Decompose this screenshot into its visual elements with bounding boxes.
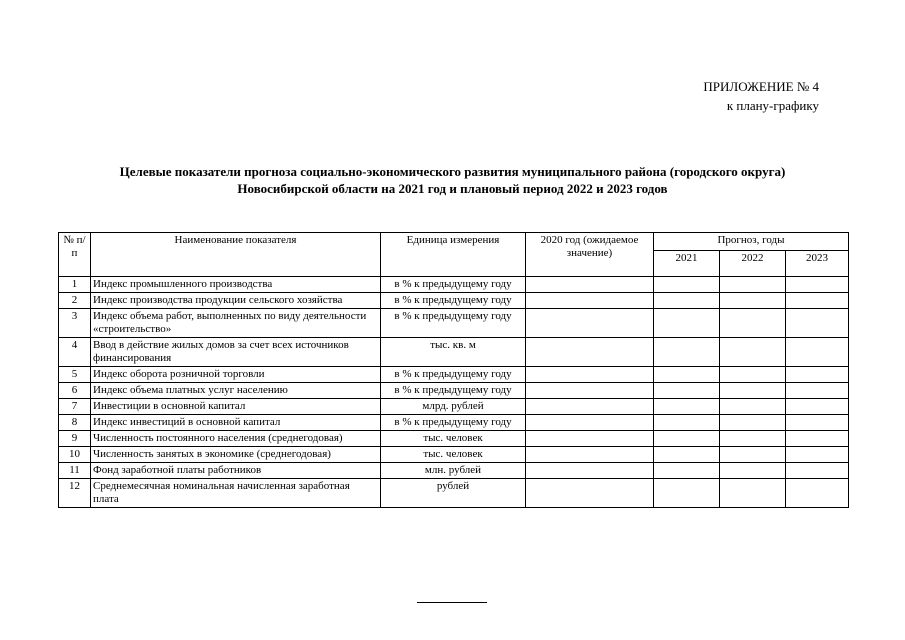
cell-2023 (786, 293, 849, 309)
row-unit: в % к предыдущему году (381, 309, 526, 338)
cell-2020 (526, 338, 654, 367)
row-name: Численность постоянного населения (среднегодовая) (91, 431, 381, 447)
row-num: 3 (59, 309, 91, 338)
cell-2022 (720, 293, 786, 309)
row-num: 7 (59, 399, 91, 415)
header-2021: 2021 (654, 251, 720, 277)
row-num: 9 (59, 431, 91, 447)
row-unit: млрд. рублей (381, 399, 526, 415)
table-row (59, 415, 849, 431)
cell-2021 (654, 367, 720, 383)
table-row (59, 383, 849, 399)
header-2023: 2023 (786, 251, 849, 277)
cell-2022 (720, 415, 786, 431)
row-name: Индекс оборота розничной торговли (91, 367, 381, 383)
cell-2023 (786, 277, 849, 293)
title-line-1: Целевые показатели прогноза социально-экономического развития муниципального района (городского округа) (119, 164, 786, 179)
header-num: № п/п (59, 233, 91, 277)
cell-2021 (654, 415, 720, 431)
row-num: 8 (59, 415, 91, 431)
cell-2021 (654, 399, 720, 415)
cell-2020 (526, 447, 654, 463)
cell-2020 (526, 479, 654, 508)
cell-2020 (526, 431, 654, 447)
cell-2022 (720, 431, 786, 447)
cell-2020 (526, 463, 654, 479)
row-name: Индекс производства продукции сельского хозяйства (91, 293, 381, 309)
cell-2023 (786, 479, 849, 508)
cell-2023 (786, 447, 849, 463)
table-row (59, 399, 849, 415)
cell-2023 (786, 415, 849, 431)
header-unit: Единица измерения (381, 233, 526, 277)
row-unit: в % к предыдущему году (381, 415, 526, 431)
cell-2022 (720, 367, 786, 383)
row-num: 2 (59, 293, 91, 309)
row-num: 5 (59, 367, 91, 383)
cell-2022 (720, 479, 786, 508)
row-name: Индекс объема работ, выполненных по виду деятельности «строительство» (91, 309, 381, 338)
cell-2023 (786, 367, 849, 383)
row-unit: в % к предыдущему году (381, 367, 526, 383)
cell-2022 (720, 463, 786, 479)
row-num: 4 (59, 338, 91, 367)
cell-2023 (786, 383, 849, 399)
row-num: 10 (59, 447, 91, 463)
cell-2023 (786, 463, 849, 479)
table-row (59, 463, 849, 479)
table-row (59, 277, 849, 293)
cell-2020 (526, 415, 654, 431)
row-num: 6 (59, 383, 91, 399)
cell-2020 (526, 277, 654, 293)
row-unit: в % к предыдущему году (381, 293, 526, 309)
cell-2023 (786, 431, 849, 447)
row-num: 11 (59, 463, 91, 479)
row-name: Индекс инвестиций в основной капитал (91, 415, 381, 431)
cell-2021 (654, 309, 720, 338)
cell-2023 (786, 338, 849, 367)
row-unit: тыс. кв. м (381, 338, 526, 367)
cell-2020 (526, 367, 654, 383)
cell-2021 (654, 338, 720, 367)
header-name: Наименование показателя (91, 233, 381, 277)
cell-2020 (526, 383, 654, 399)
cell-2020 (526, 293, 654, 309)
cell-2022 (720, 309, 786, 338)
row-unit: тыс. человек (381, 431, 526, 447)
table-row (59, 479, 849, 508)
cell-2021 (654, 479, 720, 508)
footer-separator-line (417, 602, 487, 603)
table-row (59, 431, 849, 447)
cell-2021 (654, 277, 720, 293)
indicators-table (58, 232, 849, 508)
cell-2021 (654, 293, 720, 309)
cell-2021 (654, 447, 720, 463)
table-row (59, 338, 849, 367)
cell-2020 (526, 309, 654, 338)
row-name: Среднемесячная номинальная начисленная заработная плата (91, 479, 381, 508)
row-name: Фонд заработной платы работников (91, 463, 381, 479)
cell-2021 (654, 463, 720, 479)
header-2022: 2022 (720, 251, 786, 277)
row-num: 12 (59, 479, 91, 508)
row-unit: в % к предыдущему году (381, 277, 526, 293)
header-row-1 (59, 233, 849, 251)
table-row (59, 293, 849, 309)
row-name: Численность занятых в экономике (среднегодовая) (91, 447, 381, 463)
document-title (40, 163, 865, 197)
row-name: Инвестиции в основной капитал (91, 399, 381, 415)
header-forecast: Прогноз, годы (654, 233, 849, 251)
header-2020: 2020 год (ожидаемое значение) (526, 233, 654, 277)
cell-2021 (654, 431, 720, 447)
cell-2022 (720, 399, 786, 415)
row-unit: рублей (381, 479, 526, 508)
cell-2022 (720, 338, 786, 367)
cell-2023 (786, 399, 849, 415)
row-name: Ввод в действие жилых домов за счет всех источников финансирования (91, 338, 381, 367)
cell-2022 (720, 447, 786, 463)
title-line-2: Новосибирской области на 2021 год и плановый период 2022 и 2023 годов (237, 181, 668, 196)
cell-2022 (720, 277, 786, 293)
attachment-reference: к плану-графику (726, 98, 819, 113)
row-unit: в % к предыдущему году (381, 383, 526, 399)
cell-2021 (654, 383, 720, 399)
row-unit: млн. рублей (381, 463, 526, 479)
row-name: Индекс объема платных услуг населению (91, 383, 381, 399)
table-row (59, 309, 849, 338)
cell-2022 (720, 383, 786, 399)
row-unit: тыс. человек (381, 447, 526, 463)
row-name: Индекс промышленного производства (91, 277, 381, 293)
attachment-number: ПРИЛОЖЕНИЕ № 4 (703, 79, 819, 94)
table-row (59, 447, 849, 463)
cell-2020 (526, 399, 654, 415)
cell-2023 (786, 309, 849, 338)
row-num: 1 (59, 277, 91, 293)
table-row (59, 367, 849, 383)
attachment-label (703, 77, 819, 115)
